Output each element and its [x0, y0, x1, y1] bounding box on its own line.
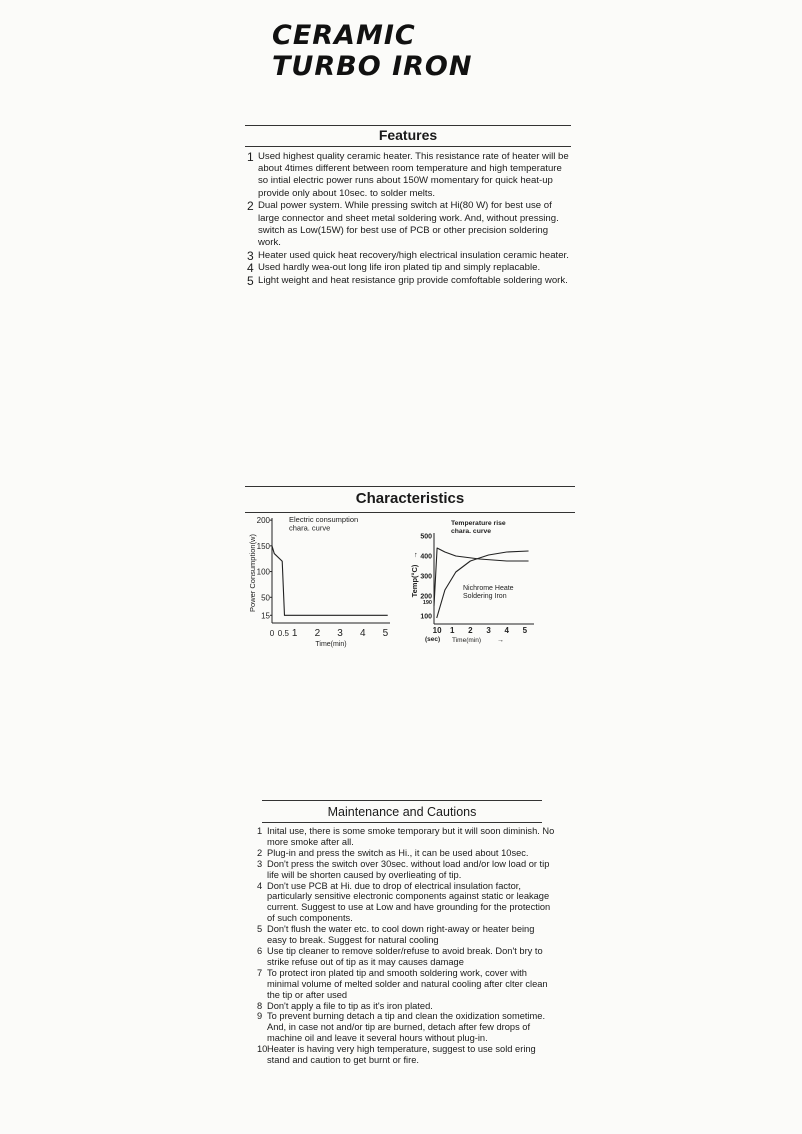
- y-tick-label: 300: [420, 573, 432, 581]
- item-text: Dual power system. While pressing switch at Hi(80 W) for best use of large connector and sheet metal soldering work. And, without pressing. switch as Low(15W) for best use of PCB or other precision soldering work.: [258, 200, 559, 248]
- document-title: [272, 20, 472, 82]
- y-tick-label: 500: [420, 533, 432, 541]
- x-tick-label: 1: [449, 626, 455, 635]
- y-axis-label: Power Consumption(w): [248, 534, 257, 612]
- x-tick-label: 4: [504, 626, 509, 635]
- item-text: Don't apply a file to tip as it's iron plated.: [267, 1000, 433, 1011]
- item-text: Used highest quality ceramic heater. This resistance rate of heater will be about 4times different between room temperature and high temperature so intial electric power runs about 150W momentary for quick heat-up provide only about 10sec. to solder melts.: [258, 151, 569, 199]
- x-tick-label: 4: [359, 628, 366, 639]
- x-tick-label: 5: [382, 628, 389, 639]
- x-tick-label: 2: [314, 628, 321, 639]
- maintenance-heading: Maintenance and Cautions: [327, 805, 477, 819]
- item-number: 1: [257, 826, 263, 836]
- y-tick-label: 100: [256, 567, 270, 577]
- y-tick-label: 15: [261, 611, 270, 621]
- item-number: 2: [257, 847, 263, 858]
- x-tick-label: 1: [291, 628, 298, 639]
- x-tick-label: 3: [337, 628, 343, 639]
- list-item: [257, 946, 555, 968]
- maintenance-top-rule: [262, 800, 542, 801]
- x-unit-note: (sec): [425, 636, 441, 643]
- item-number: 5: [257, 924, 263, 935]
- item-text: Plug-in and press the switch as Hi., it can be used about 10sec.: [267, 847, 529, 858]
- features-heading: Features: [378, 127, 438, 143]
- series-line: [272, 546, 388, 615]
- item-number: 6: [257, 945, 263, 956]
- list-item: [247, 275, 573, 287]
- y-tick-label: 150: [256, 541, 270, 551]
- list-item: [257, 881, 555, 925]
- list-item: [257, 826, 555, 848]
- x-axis-label: Time(min): [452, 637, 482, 644]
- list-item: [257, 924, 555, 946]
- list-item: [257, 848, 555, 859]
- characteristics-top-rule: [245, 486, 575, 487]
- x-axis-arrow-icon: →: [497, 637, 504, 644]
- y-tick-label: 190: [422, 600, 432, 607]
- y-tick-label: 400: [420, 553, 432, 561]
- item-number: 10: [257, 1044, 268, 1055]
- features-list: [247, 151, 573, 288]
- item-text: Don't use PCB at Hi. due to drop of electrical insulation factor, particularly sensitive electronic components against static or leakage current. Suggest to use at Low and have grounding for the protection of such components.: [267, 880, 551, 924]
- list-item: [257, 1011, 555, 1044]
- features-top-rule: [245, 125, 571, 126]
- item-text: Use tip cleaner to remove solder/refuse to avoid break. Don't bry to strike refuse out of tip as it may causes damage: [267, 945, 543, 967]
- x-tick-label: 10: [432, 626, 442, 635]
- features-bottom-rule: [245, 146, 571, 147]
- curve-annotation: Nichrome Heate Soldering Iron: [463, 585, 514, 600]
- chart-title: Temperature rise chara. curve: [451, 520, 506, 535]
- list-item: [247, 151, 573, 200]
- item-number: 3: [257, 858, 263, 869]
- item-number: 3: [247, 248, 254, 263]
- x-tick-label: 5: [522, 626, 528, 635]
- list-item: [257, 1044, 555, 1066]
- item-number: 4: [247, 261, 254, 276]
- item-number: 9: [257, 1011, 263, 1022]
- list-item: [257, 859, 555, 881]
- list-item: [247, 200, 573, 249]
- item-text: To protect iron plated tip and smooth soldering work, cover with minimal volume of melted solder and natural cooling after clter clean the tip or after used: [267, 967, 548, 1000]
- item-text: Inital use, there is some smoke temporary but it will soon diminish. No more smoke after all.: [267, 826, 555, 847]
- list-item: [257, 968, 555, 1001]
- x-tick-label: 0: [269, 629, 275, 638]
- title-line-1: CERAMIC: [272, 20, 416, 51]
- list-item: [257, 1001, 555, 1012]
- maintenance-list: [257, 826, 555, 1066]
- item-number: 8: [257, 1000, 263, 1011]
- x-axis-label: Time(min): [315, 641, 347, 648]
- y-axis-label: Temp(°C): [410, 564, 419, 598]
- characteristics-heading: Characteristics: [355, 490, 465, 507]
- power-consumption-chart: [245, 513, 395, 653]
- x-tick-label: 0.5: [277, 629, 289, 638]
- item-number: 5: [247, 274, 254, 289]
- temperature-rise-chart: [405, 513, 540, 653]
- item-text: Don't press the switch over 30sec. without load and/or low load or tip life will be shorten caused by overlieating of tip.: [267, 858, 550, 880]
- item-text: Heater used quick heat recovery/high electrical insulation ceramic heater.: [258, 249, 569, 261]
- maintenance-bottom-rule: [262, 822, 542, 823]
- item-text: Heater is having very high temperature, suggest to use sold ering stand and caution to get burnt or fire.: [267, 1044, 536, 1066]
- item-text: Don't flush the water etc. to cool down right-away or heater being easy to break. Suggest for natural cooling: [267, 924, 535, 946]
- item-number: 1: [247, 150, 254, 164]
- x-tick-label: 3: [486, 626, 491, 635]
- title-line-2: TURBO IRON: [272, 51, 473, 82]
- y-axis-arrow-icon: →: [412, 551, 419, 559]
- y-tick-label: 200: [420, 593, 432, 601]
- list-item: [247, 262, 573, 274]
- y-tick-label: 200: [256, 516, 270, 526]
- y-tick-label: 100: [420, 613, 432, 621]
- item-text: Used hardly wea-out long life iron plated tip and simply replacable.: [258, 262, 541, 274]
- item-text: Light weight and heat resistance grip provide comfoftable soldering work.: [258, 275, 568, 287]
- item-number: 2: [247, 199, 254, 214]
- y-tick-label: 50: [261, 593, 270, 603]
- item-number: 7: [257, 967, 263, 978]
- item-text: To prevent burning detach a tip and clean the oxidization sometime. And, in case not and/or tip are burned, detach after few drops of machine oil and leave it several hours without plug-in.: [267, 1011, 546, 1044]
- chart-title: Electric consumption chara. curve: [289, 515, 359, 533]
- item-number: 4: [257, 880, 263, 891]
- x-tick-label: 2: [468, 626, 473, 635]
- list-item: [247, 250, 573, 262]
